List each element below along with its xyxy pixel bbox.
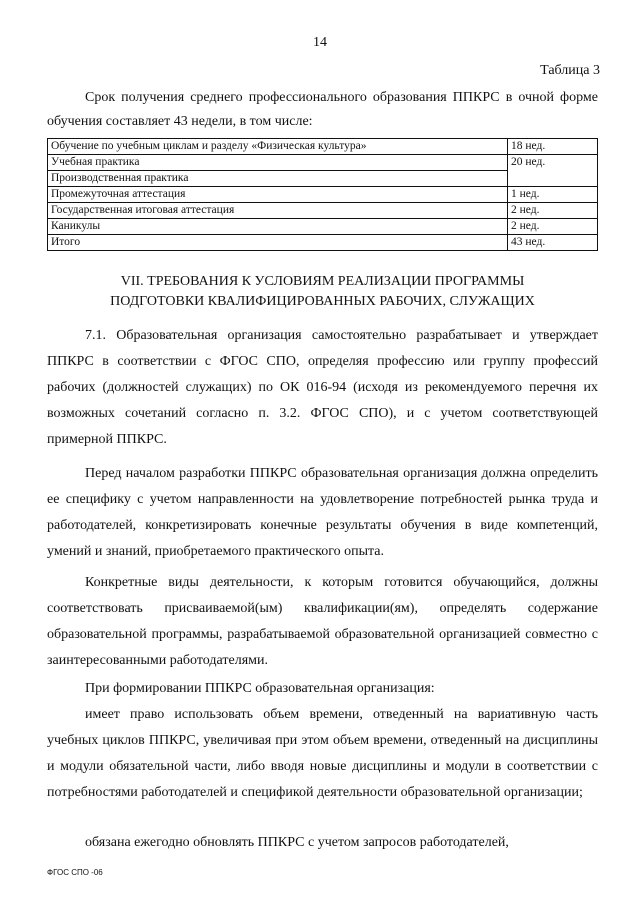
footer-code: ФГОС СПО -06 (47, 868, 103, 877)
table-row (48, 219, 598, 235)
row-label: Государственная итоговая аттестация (48, 203, 508, 219)
paragraph-formation: При формировании ППКРС образовательная организация: (85, 681, 435, 696)
row-label: Обучение по учебным циклам и разделу «Физическая культура» (48, 139, 508, 155)
page-number: 14 (313, 35, 327, 50)
table-row (48, 203, 598, 219)
row-value (508, 171, 598, 187)
section-title-line2: ПОДГОТОВКИ КВАЛИФИЦИРОВАННЫХ РАБОЧИХ, СЛУЖАЩИХ (110, 294, 535, 309)
row-value: 2 нед. (508, 219, 598, 235)
row-value: 43 нед. (508, 235, 598, 251)
paragraph-activities: Конкретные виды деятельности, к которым готовится обучающийся, должны соответствовать присваиваемой(ым) квалификации(ям), определять содержание образовательной программы, разрабатываемой образовательной организацией совместно с заинтересованными работодателями. (47, 575, 598, 668)
table-row (48, 235, 598, 251)
row-value: 2 нед. (508, 203, 598, 219)
paragraph-right: имеет право использовать объем времени, отведенный на вариативную часть учебных циклов ППКРС, увеличивая при этом объем времени, отведенный на дисциплины и модули обязательной части, либо вводя новые дисциплины и модули в соответствии с потребностями работодателей и спецификой деятельности образовательной организации; (47, 707, 598, 800)
section-title (47, 272, 598, 312)
row-label: Производственная практика (48, 171, 508, 187)
paragraph-specifics: Перед началом разработки ППКРС образовательная организация должна определить ее специфику с учетом направленности на удовлетворение потребностей рынка труда и работодателей, конкретизировать конечные результаты обучения в виде компетенций, умений и знаний, приобретаемого практического опыта. (47, 466, 598, 559)
row-label: Промежуточная аттестация (48, 187, 508, 203)
schedule-table (47, 138, 598, 251)
row-label: Итого (48, 235, 508, 251)
section-title-line1: VII. ТРЕБОВАНИЯ К УСЛОВИЯМ РЕАЛИЗАЦИИ ПРОГРАММЫ (120, 274, 525, 289)
table-label: Таблица 3 (540, 63, 600, 78)
intro-paragraph: Срок получения среднего профессионального образования ППКРС в очной форме обучения составляет 43 недели, в том числе: (47, 90, 598, 129)
row-value: 1 нед. (508, 187, 598, 203)
table-row (48, 139, 598, 155)
row-label: Каникулы (48, 219, 508, 235)
table-row (48, 155, 598, 171)
row-label: Учебная практика (48, 155, 508, 171)
row-value: 20 нед. (508, 155, 598, 171)
table-row (48, 187, 598, 203)
paragraph-7-1: 7.1. Образовательная организация самостоятельно разрабатывает и утверждает ППКРС в соответствии с ФГОС СПО, определяя профессию или группу профессий рабочих (должностей служащих) по ОК 016-94 (исходя из рекомендуемого перечня их возможных сочетаний согласно п. 3.2. ФГОС СПО), и с учетом соответствующей примерной ППКРС. (47, 328, 598, 447)
paragraph-obligation: обязана ежегодно обновлять ППКРС с учетом запросов работодателей, (85, 835, 509, 850)
row-value: 18 нед. (508, 139, 598, 155)
table-row (48, 171, 598, 187)
